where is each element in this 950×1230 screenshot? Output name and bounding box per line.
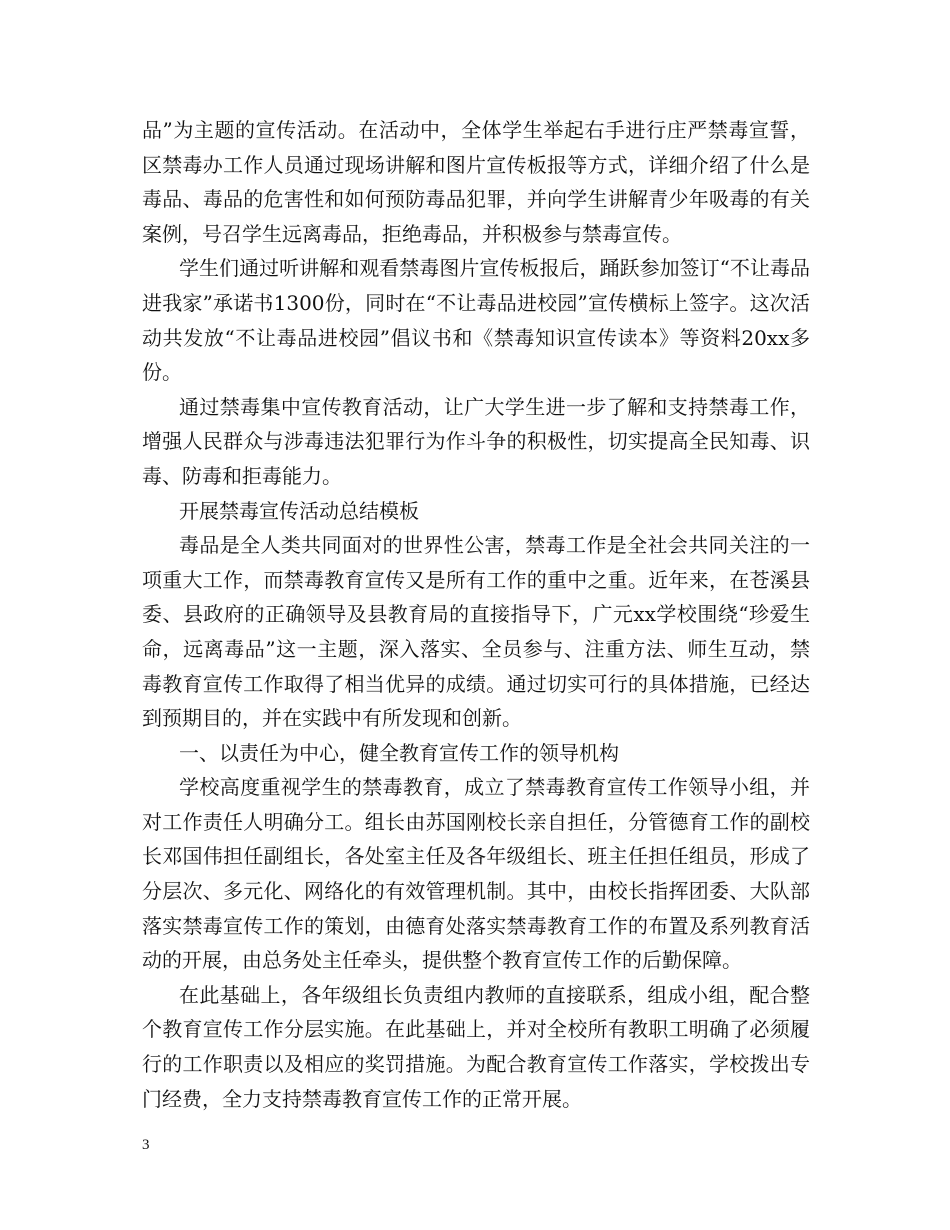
paragraph-implementation: 在此基础上，各年级组长负责组内教师的直接联系，组成小组，配合整个教育宣传工作分层实施。在此基础上，并对全校所有教职工明确了必须履行的工作职责以及相应的奖罚措施。为配合教育宣传工作落实，学校拨出专门经费，全力支持禁毒教育宣传工作的正常开展。: [142, 982, 810, 1111]
section-heading-1: 一、以责任为中心，健全教育宣传工作的领导机构: [179, 740, 619, 765]
section-title: 开展禁毒宣传活动总结模板: [179, 498, 419, 523]
paragraph-signing: 学生们通过听讲解和观看禁毒图片宣传板报后，踊跃参加签订“不让毒品进我家”承诺书1300份，同时在“不让毒品进校园”宣传横标上签字。这次活动共发放“不让毒品进校园”倡议书和《禁毒知识宣传读本》等资料20xx多份。: [142, 256, 810, 385]
paragraph-intro: 毒品是全人类共同面对的世界性公害，禁毒工作是全社会共同关注的一项重大工作，而禁毒教育宣传又是所有工作的重中之重。近年来，在苍溪县委、县政府的正确领导及县教育局的直接指导下，广元xx学校围绕“珍爱生命，远离毒品”这一主题，深入落实、全员参与、注重方法、师生互动，禁毒教育宣传工作取得了相当优异的成绩。通过切实可行的具体措施，已经达到预期目的，并在实践中有所发现和创新。: [142, 533, 810, 731]
page-number: 3: [142, 1137, 150, 1153]
document-body: [142, 113, 810, 1116]
paragraph-leadership: 学校高度重视学生的禁毒教育，成立了禁毒教育宣传工作领导小组，并对工作责任人明确分工。组长由苏国刚校长亲自担任，分管德育工作的副校长邓国伟担任副组长，各处室主任及各年级组长、班主任担任组员，形成了分层次、多元化、网络化的有效管理机制。其中，由校长指挥团委、大队部落实禁毒宣传工作的策划，由德育处落实禁毒教育工作的布置及系列教育活动的开展，由总务处主任牵头，提供整个教育宣传工作的后勤保障。: [142, 775, 810, 973]
paragraph-continuation: 品”为主题的宣传活动。在活动中，全体学生举起右手进行庄严禁毒宣誓，区禁毒办工作人员通过现场讲解和图片宣传板报等方式，详细介绍了什么是毒品、毒品的危害性和如何预防毒品犯罪，并向学生讲解青少年吸毒的有关案例，号召学生远离毒品，拒绝毒品，并积极参与禁毒宣传。: [142, 118, 810, 246]
paragraph-conclusion: 通过禁毒集中宣传教育活动，让广大学生进一步了解和支持禁毒工作，增强人民群众与涉毒违法犯罪行为作斗争的积极性，切实提高全民知毒、识毒、防毒和拒毒能力。: [142, 394, 810, 488]
